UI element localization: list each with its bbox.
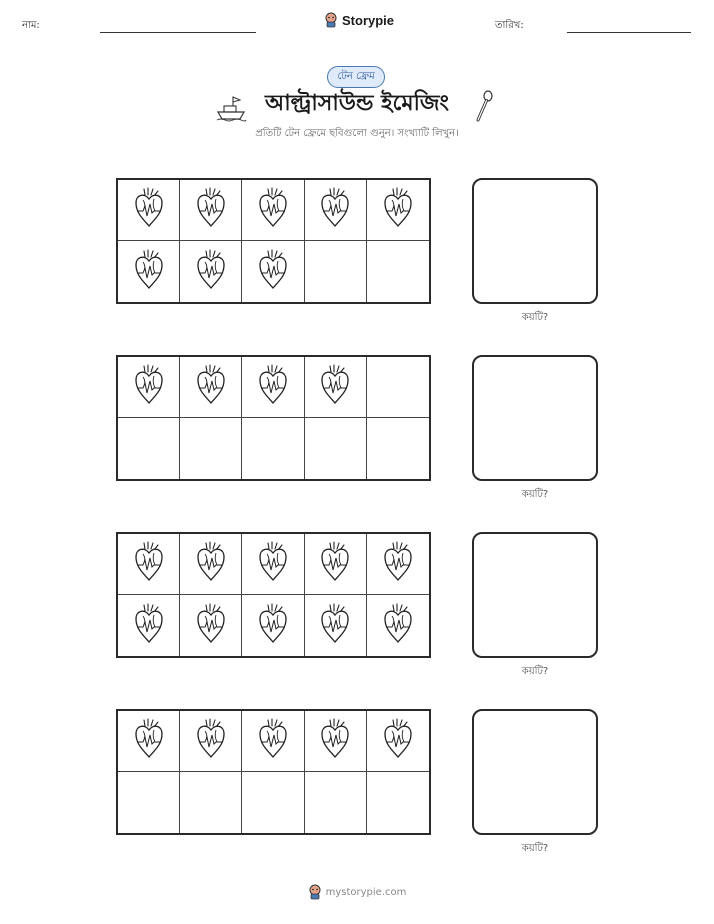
anatomical-heart-icon bbox=[194, 541, 228, 587]
ultrasound-probe-icon bbox=[472, 90, 496, 124]
name-line bbox=[100, 32, 256, 33]
frame-cell bbox=[118, 241, 180, 302]
frame-cell bbox=[305, 418, 367, 479]
anatomical-heart-icon bbox=[194, 603, 228, 649]
frame-cell bbox=[242, 180, 304, 241]
frame-cell bbox=[118, 418, 180, 479]
frame-cell bbox=[118, 711, 180, 772]
anatomical-heart-icon bbox=[256, 541, 290, 587]
answer-box-3[interactable] bbox=[472, 532, 598, 658]
frame-cell bbox=[367, 418, 429, 479]
frame-cell bbox=[118, 180, 180, 241]
anatomical-heart-icon bbox=[194, 187, 228, 233]
anatomical-heart-icon bbox=[381, 187, 415, 233]
anatomical-heart-icon bbox=[194, 718, 228, 764]
frame-cell bbox=[180, 711, 242, 772]
frame-cell bbox=[305, 534, 367, 595]
brand-name: Storypie bbox=[342, 12, 395, 28]
footer bbox=[0, 884, 714, 900]
frame-cell bbox=[118, 357, 180, 418]
anatomical-heart-icon bbox=[132, 249, 166, 295]
count-question-2: কয়টি? bbox=[521, 489, 549, 500]
frame-cell bbox=[305, 180, 367, 241]
brand-logo bbox=[324, 12, 394, 28]
date-label: তারিখ: bbox=[495, 20, 524, 31]
anatomical-heart-icon bbox=[194, 249, 228, 295]
anatomical-heart-icon bbox=[381, 718, 415, 764]
count-question-1: কয়টি? bbox=[521, 312, 549, 323]
anatomical-heart-icon bbox=[132, 541, 166, 587]
frame-cell bbox=[242, 595, 304, 656]
frame-cell bbox=[118, 595, 180, 656]
frame-cell bbox=[118, 534, 180, 595]
anatomical-heart-icon bbox=[256, 603, 290, 649]
count-question-3: কয়টি? bbox=[521, 666, 549, 677]
frame-cell bbox=[180, 241, 242, 302]
frame-cell bbox=[180, 357, 242, 418]
anatomical-heart-icon bbox=[194, 364, 228, 410]
page-title: আল্ট্রাসাউন্ড ইমেজিং bbox=[264, 91, 450, 116]
footer-url: mystorypie.com bbox=[325, 886, 407, 898]
ten-frame-4 bbox=[116, 709, 431, 835]
anatomical-heart-icon bbox=[256, 187, 290, 233]
frame-cell bbox=[305, 357, 367, 418]
frame-cell bbox=[367, 241, 429, 302]
anatomical-heart-icon bbox=[318, 603, 352, 649]
answer-box-2[interactable] bbox=[472, 355, 598, 481]
frame-cell bbox=[242, 357, 304, 418]
date-line bbox=[567, 32, 691, 33]
anatomical-heart-icon bbox=[318, 541, 352, 587]
frame-cell bbox=[242, 241, 304, 302]
anatomical-heart-icon bbox=[381, 603, 415, 649]
frame-cell bbox=[180, 418, 242, 479]
anatomical-heart-icon bbox=[256, 249, 290, 295]
anatomical-heart-icon bbox=[318, 718, 352, 764]
count-question-4: কয়টি? bbox=[521, 843, 549, 854]
anatomical-heart-icon bbox=[132, 718, 166, 764]
frame-cell bbox=[305, 711, 367, 772]
frame-cell bbox=[305, 241, 367, 302]
frame-cell bbox=[180, 772, 242, 833]
ten-frame-2 bbox=[116, 355, 431, 481]
worksheet-type-badge: টেন ফ্রেম bbox=[327, 66, 385, 88]
frame-cell bbox=[367, 772, 429, 833]
anatomical-heart-icon bbox=[318, 187, 352, 233]
frame-cell bbox=[180, 534, 242, 595]
anatomical-heart-icon bbox=[132, 603, 166, 649]
ship-icon bbox=[215, 94, 247, 122]
name-label: নাম: bbox=[22, 20, 40, 31]
ten-frame-3 bbox=[116, 532, 431, 658]
frame-cell bbox=[305, 772, 367, 833]
frame-cell bbox=[305, 595, 367, 656]
anatomical-heart-icon bbox=[256, 364, 290, 410]
anatomical-heart-icon bbox=[132, 187, 166, 233]
frame-cell bbox=[180, 180, 242, 241]
answer-box-1[interactable] bbox=[472, 178, 598, 304]
storypie-mascot-icon bbox=[308, 884, 322, 900]
instructions: প্রতিটি টেন ফ্রেমে ছবিগুলো গুনুন। সংখ্যাটি লিখুন। bbox=[255, 128, 459, 139]
anatomical-heart-icon bbox=[132, 364, 166, 410]
frame-cell bbox=[242, 418, 304, 479]
frame-cell bbox=[367, 595, 429, 656]
frame-cell bbox=[367, 711, 429, 772]
frame-cell bbox=[242, 534, 304, 595]
anatomical-heart-icon bbox=[381, 541, 415, 587]
frame-cell bbox=[367, 180, 429, 241]
ten-frame-1 bbox=[116, 178, 431, 304]
storypie-mascot-icon bbox=[324, 12, 338, 28]
frame-cell bbox=[242, 711, 304, 772]
frame-cell bbox=[242, 772, 304, 833]
frame-cell bbox=[367, 534, 429, 595]
frame-cell bbox=[180, 595, 242, 656]
frame-cell bbox=[367, 357, 429, 418]
anatomical-heart-icon bbox=[256, 718, 290, 764]
answer-box-4[interactable] bbox=[472, 709, 598, 835]
anatomical-heart-icon bbox=[318, 364, 352, 410]
frame-cell bbox=[118, 772, 180, 833]
